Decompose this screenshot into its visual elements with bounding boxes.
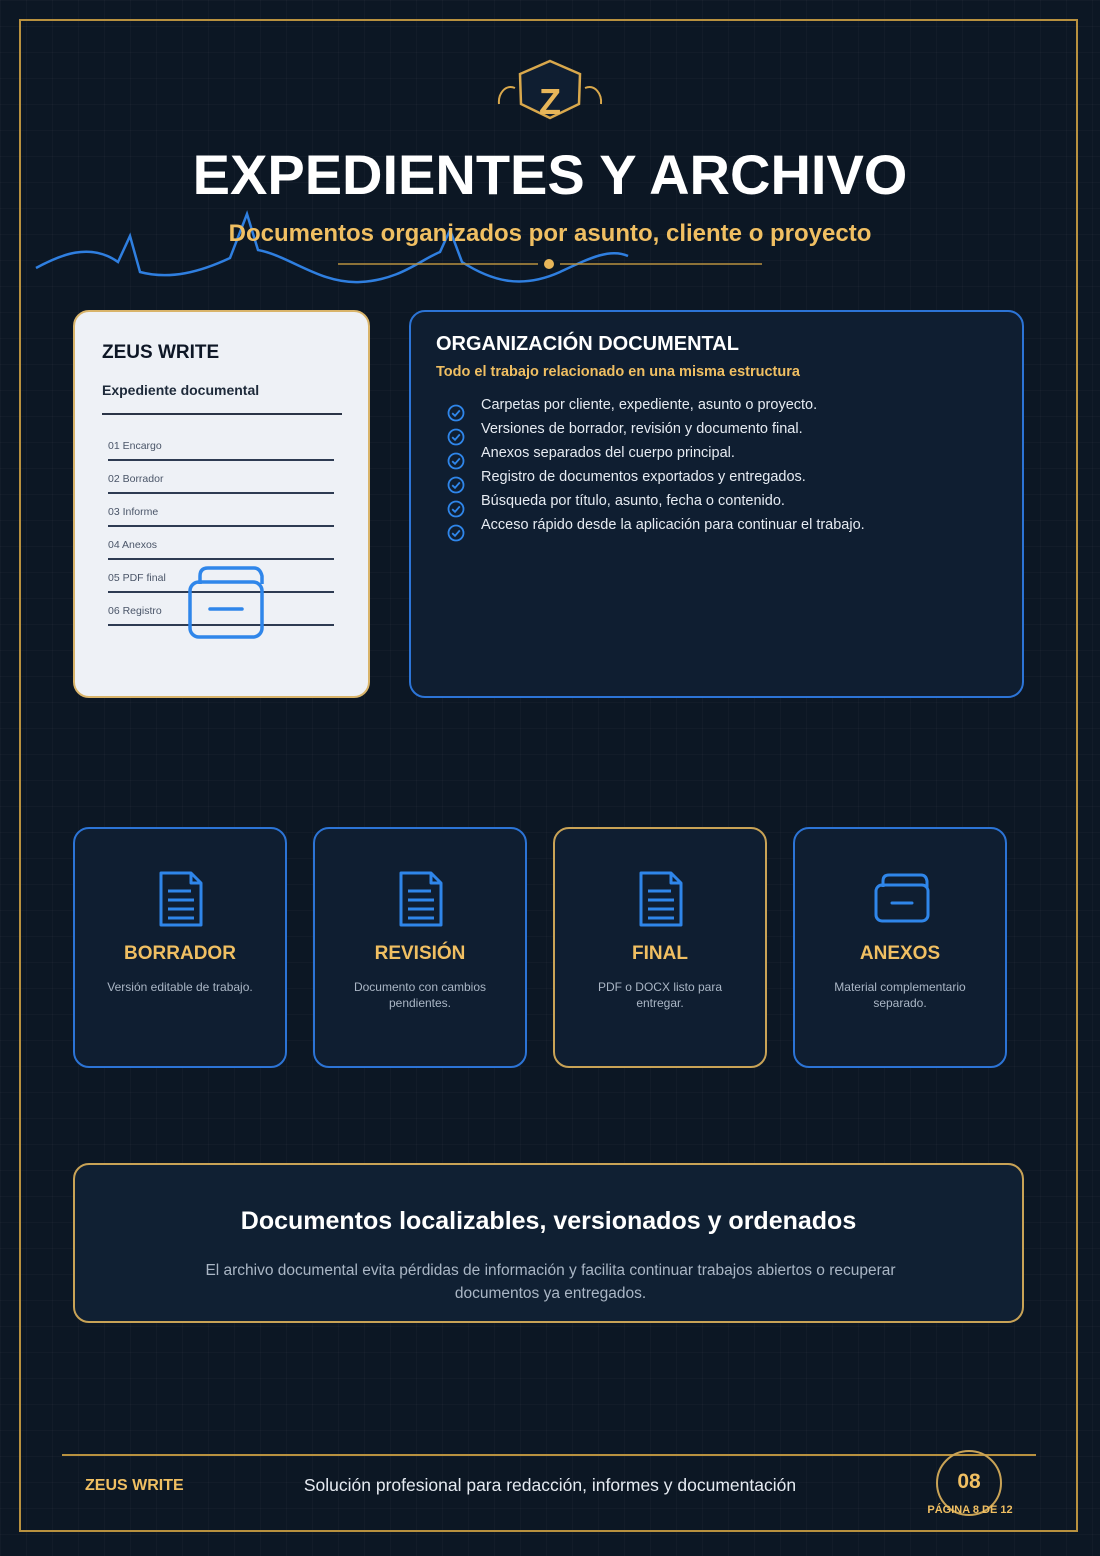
document-icon — [151, 869, 211, 929]
card-borrador — [73, 827, 287, 1068]
organization-item-text: Carpetas por cliente, expediente, asunto o proyecto. — [481, 397, 818, 413]
preview-row-label: 03 Informe — [108, 506, 159, 518]
preview-divider — [102, 413, 342, 415]
organization-title: ORGANIZACIÓN DOCUMENTAL — [436, 333, 739, 355]
page-label: PÁGINA 8 DE 12 — [927, 1504, 1013, 1516]
card-anexos — [793, 827, 1007, 1068]
summary-panel — [73, 1163, 1024, 1323]
preview-row-label: 04 Anexos — [108, 539, 158, 551]
organization-item — [445, 466, 865, 490]
preview-row — [108, 494, 334, 527]
preview-brand: ZEUS WRITE — [102, 342, 220, 363]
preview-row-label: 06 Registro — [108, 605, 162, 617]
decorative-wave — [0, 200, 1100, 300]
organization-list — [445, 394, 865, 538]
organization-item — [445, 514, 865, 538]
organization-item — [445, 442, 865, 466]
document-icon — [631, 869, 691, 929]
folder-icon — [188, 562, 266, 640]
organization-panel — [409, 310, 1024, 698]
organization-subtitle: Todo el trabajo relacionado en una misma estructura — [436, 364, 800, 380]
card-description: Versión editable de trabajo. — [107, 980, 253, 994]
card-final — [553, 827, 767, 1068]
page-subtitle: Documentos organizados por asunto, cliente o proyecto — [228, 220, 872, 247]
footer-divider — [62, 1454, 1036, 1456]
organization-item-text: Versiones de borrador, revisión y documento final. — [481, 421, 803, 437]
organization-item-text: Acceso rápido desde la aplicación para continuar el trabajo. — [481, 517, 865, 533]
organization-item — [445, 418, 865, 442]
card-description: Documento con cambios pendientes. — [353, 980, 487, 1010]
organization-item — [445, 490, 865, 514]
summary-text: El archivo documental evita pérdidas de información y facilita continuar trabajos abiertos o recuperar documentos ya entregados. — [205, 1262, 896, 1302]
footer-brand: ZEUS WRITE — [85, 1477, 184, 1494]
organization-item — [445, 394, 865, 418]
document-icon — [391, 869, 451, 929]
folder-icon — [871, 869, 931, 929]
preview-row-label: 01 Encargo — [108, 440, 162, 452]
preview-row — [108, 428, 334, 461]
summary-title: Documentos localizables, versionados y ordenados — [240, 1207, 857, 1235]
card-revision — [313, 827, 527, 1068]
preview-subtitle: Expediente documental — [102, 382, 260, 398]
page-number: 08 — [957, 1470, 981, 1493]
card-title: REVISIÓN — [374, 943, 466, 964]
organization-item-text: Anexos separados del cuerpo principal. — [481, 445, 735, 461]
preview-row-label: 02 Borrador — [108, 473, 164, 485]
logo-letter: Z — [539, 81, 561, 122]
card-description: Material complementario separado. — [834, 980, 966, 1010]
organization-item-text: Registro de documentos exportados y entregados. — [481, 469, 806, 485]
organization-item-text: Búsqueda por título, asunto, fecha o contenido. — [481, 493, 785, 509]
check-circle-icon — [447, 524, 465, 542]
card-title: FINAL — [632, 943, 688, 964]
preview-row — [108, 461, 334, 494]
card-description: PDF o DOCX listo para entregar. — [597, 980, 723, 1010]
preview-row-label: 05 PDF final — [108, 572, 166, 584]
card-title: ANEXOS — [859, 943, 941, 964]
card-title: BORRADOR — [124, 943, 236, 964]
page-title: EXPEDIENTES Y ARCHIVO — [192, 143, 908, 206]
footer-tagline: Solución profesional para redacción, informes y documentación — [303, 1475, 797, 1495]
preview-row — [108, 527, 334, 560]
